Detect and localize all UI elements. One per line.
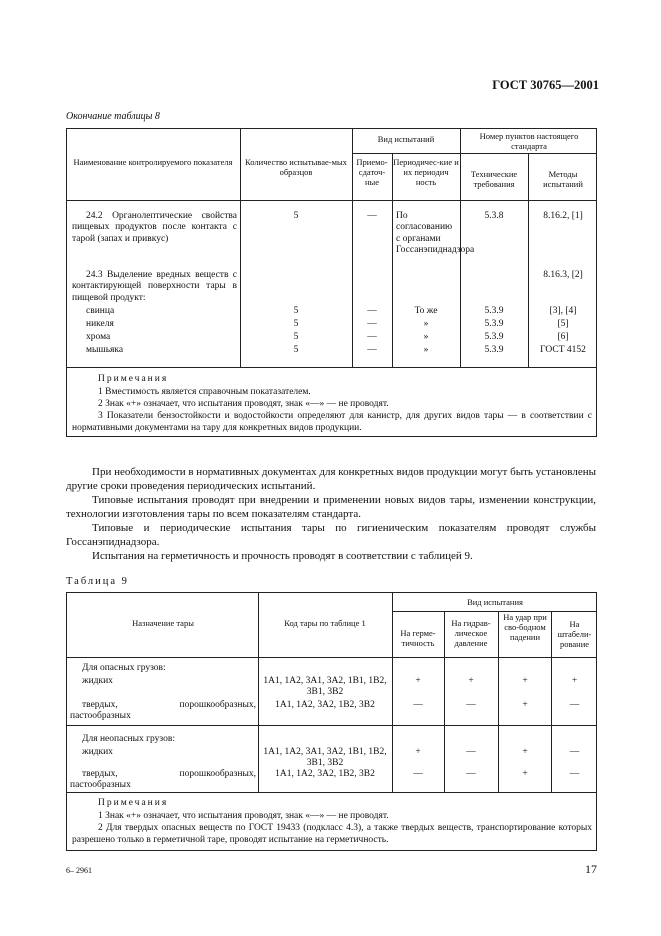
col-methods-header: Методы испытаний [543,169,583,190]
body-paragraph: Типовые и периодические испытания тары по гигиеническим показателям проводят службы Госсанэпиднадзора. [66,522,596,548]
table-cell: — [569,769,580,779]
table-cell: — [367,319,377,329]
group-title: Для неопасных грузов: [82,734,175,744]
page-number: 17 [585,862,597,876]
table-cell: + [522,769,528,779]
col-periodic-header: Периодичес-кие и их периодич ность [393,157,459,188]
table8-note: 1 Вместимость является справочным покатазателем. [98,387,311,397]
table8-notes-title: Примечания [98,374,169,384]
col-code-header: Код тары по таблице 1 [284,618,366,628]
table-cell: 1A1, 1A2, 3A2, 1B2, 3B2 [275,769,375,779]
table-row-name: мышьяка [86,345,124,355]
table-cell: + [522,747,528,757]
table-cell: 5.3.9 [484,332,504,342]
table-cell: 5 [293,306,299,316]
table-cell: — [367,211,377,221]
group-title: Для опасных грузов: [82,663,166,673]
table-cell: — [413,769,423,779]
table-cell: 1A1, 1A2, 3A2, 1B2, 3B2 [275,700,375,710]
table-cell: — [367,332,377,342]
table-cell: ГОСТ 4152 [540,345,586,355]
table8-note: 2 Знак «+» означает, что испытания проводят, знак «—» — не проводят. [98,399,389,409]
table-cell: 1A1, 1A2, 3A1, 3A2, 1B1, 1B2, 3B1, 3B2 [263,747,387,769]
col-indicator-header: Наименование контролируемого показателя [73,157,233,167]
table-cell: — [466,769,476,779]
table-cell: По согласованию с органами Госсанэпиднадзора [396,211,475,256]
table-cell: + [415,676,421,686]
table-cell: [3], [4] [549,306,577,316]
table-cell: — [367,345,377,355]
col-hydraulic-header: На гидрав-лическое давление [451,618,491,649]
table-cell: — [367,306,377,316]
col-test-type-header: Вид испытаний [377,134,435,144]
table-cell: 5.3.8 [484,211,504,221]
table-cell: — [569,747,580,757]
body-paragraph: Типовые испытания проводят при внедрении и применении новых видов тары, изменении конструкции, технологии изготовления тары по всем показателям стандарта. [66,494,596,520]
table8-note: 3 Показатели бензостойкости и водостойкости определяют для канистр, для других видов тары — в соответствии с нормативными документами на тару для конкретных видов продукции. [72,411,592,433]
body-paragraph: При необходимости в нормативных документах для конкретных видов продукции могут быть установлены другие сроки проведения периодических испытаний. [66,466,596,492]
table9-note: 2 Для твердых опасных веществ по ГОСТ 19433 (подкласс 4.3), а также твердых веществ, транспортирование которых разрешено только в герметичной таре, проводят испытание на герметичность. [72,823,592,845]
col-purpose-header: Назначение тары [132,618,194,628]
col-tightness-header: На герме-тичность [400,628,436,649]
table-row-name: хрома [86,332,111,342]
table-row-name: жидких [82,676,113,686]
table-cell: 5 [293,319,299,329]
table-cell: 5.3.9 [484,319,504,329]
table-cell: — [466,700,476,710]
table-cell: + [415,747,421,757]
table-cell: + [522,676,528,686]
table-cell: 5 [293,345,299,355]
table-cell: + [522,700,528,710]
table-cell: » [423,332,429,342]
table-cell: 5 [293,332,299,342]
table9-note: 1 Знак «+» означает, что испытания проводят, знак «—» — не проводят. [98,811,389,821]
table-cell: — [466,747,476,757]
table-row-name: 24.2 Органолептические свойства пищевых продуктов после контакта с тарой (запах и привкус) [72,211,237,244]
table-row-name: твердых, порошкообразных, пастообразных [70,700,256,722]
table-row-name: жидких [82,747,113,757]
col-drop-header: На удар при сво-бодном падении [503,612,547,643]
col-test-type-header: Вид испытания [467,597,523,607]
table-cell: 1A1, 1A2, 3A1, 3A2, 1B1, 1B2, 3B1, 3B2 [263,676,387,698]
col-tech-req-header: Технические требования [470,169,518,190]
col-acceptance-header: Приемо-сдаточ-ные [356,157,388,188]
table-row-name: свинца [86,306,115,316]
table9-caption: Таблица 9 [66,576,129,587]
table-cell: » [423,345,429,355]
col-stacking-header: На штабели-рование [557,619,592,650]
table-cell: 5 [293,211,299,221]
table-cell: [5] [557,319,569,329]
col-clause-numbers-header: Номер пунктов настоящего стандарта [479,131,579,152]
table-cell: + [468,676,474,686]
table9-notes-title: Примечания [98,798,169,808]
table-cell: 8.16.3, [2] [543,270,583,280]
table-cell: 8.16.2, [1] [543,211,583,221]
table-row-name: никеля [86,319,114,329]
body-paragraph: Испытания на герметичность и прочность проводят в соответствии с таблицей 9. [92,550,473,562]
print-code: 6– 2961 [66,866,92,875]
table-cell: То же [414,306,438,316]
standard-header: ГОСТ 30765—2001 [492,78,599,92]
table-cell: — [413,700,423,710]
col-samples-header: Количество испытывае-мых образцов [245,157,347,178]
table-cell: » [423,319,429,329]
table-cell: + [571,676,578,686]
table-row-name: твердых, порошкообразных, пастообразных [70,769,256,791]
table-cell: — [569,700,580,710]
table-cell: [6] [557,332,569,342]
table8-caption: Окончание таблицы 8 [66,111,160,122]
table-cell: 5.3.9 [484,345,504,355]
table-cell: 5.3.9 [484,306,504,316]
table-row-name: 24.3 Выделение вредных веществ с контактирующей поверхности тары в пищевой продукт: [72,270,237,303]
